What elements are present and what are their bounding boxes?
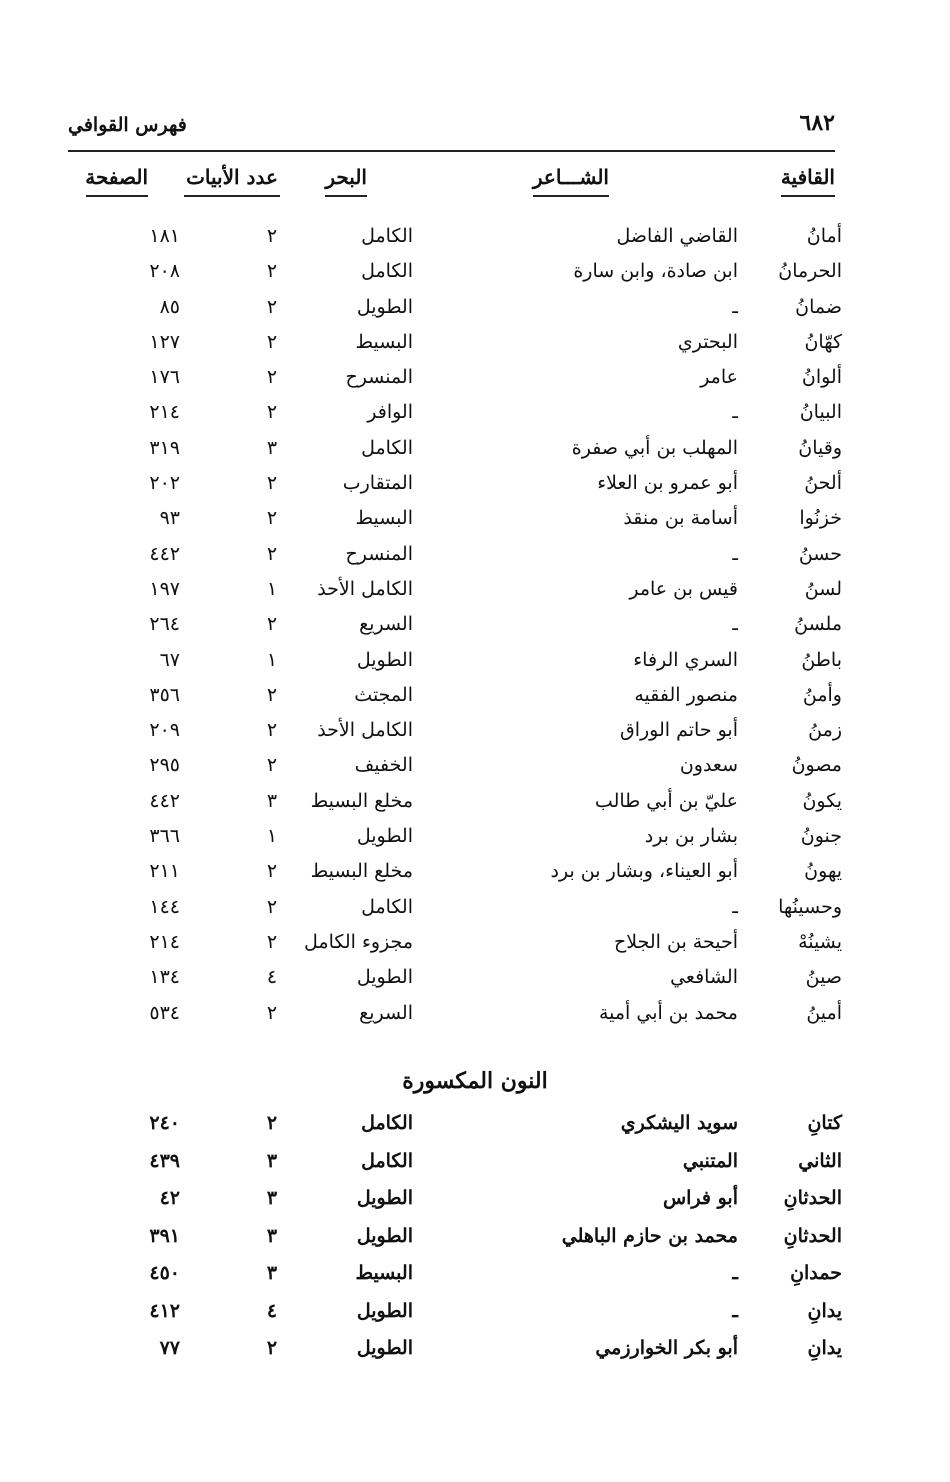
cell-count: ٣ bbox=[266, 789, 278, 812]
cell-qafiya: يكونُ bbox=[802, 789, 842, 812]
cell-page: ٨٥ bbox=[159, 295, 180, 318]
cell-bahr: المنسرح bbox=[345, 542, 413, 565]
cell-qafiya: مصونُ bbox=[791, 754, 842, 777]
cell-poet: ـ bbox=[732, 613, 738, 636]
column-header-bahr: البحر bbox=[325, 165, 367, 197]
cell-count: ٣ bbox=[266, 1224, 278, 1247]
cell-bahr: الكامل bbox=[361, 1149, 413, 1172]
table-row bbox=[0, 1333, 950, 1371]
cell-count: ٢ bbox=[266, 330, 278, 353]
table-row bbox=[0, 1258, 950, 1296]
table-row bbox=[0, 1108, 950, 1146]
table-row bbox=[0, 397, 950, 432]
cell-qafiya: الثاني bbox=[798, 1149, 842, 1172]
cell-qafiya: يدانِ bbox=[807, 1337, 842, 1359]
cell-poet: أحيحة بن الجلاح bbox=[614, 930, 738, 953]
cell-qafiya: الحرمانُ bbox=[778, 260, 842, 283]
cell-poet: سعدون bbox=[679, 754, 738, 777]
cell-bahr: الطويل bbox=[356, 825, 413, 848]
cell-count: ٢ bbox=[266, 225, 278, 247]
table-row bbox=[0, 856, 950, 891]
table-row bbox=[0, 927, 950, 962]
cell-poet: منصور الفقيه bbox=[634, 683, 738, 706]
index-table-kasra bbox=[0, 1108, 950, 1371]
cell-bahr: الكامل bbox=[361, 436, 413, 459]
cell-count: ٣ bbox=[266, 1149, 278, 1172]
cell-count: ٢ bbox=[266, 401, 278, 424]
page-number: ٦٨٢ bbox=[799, 110, 835, 136]
cell-bahr: البسيط bbox=[355, 330, 413, 353]
cell-count: ٢ bbox=[266, 295, 278, 318]
cell-qafiya: كهّانُ bbox=[804, 330, 842, 353]
cell-bahr: السريع bbox=[359, 613, 413, 636]
cell-qafiya: البيانُ bbox=[799, 401, 842, 424]
column-headers bbox=[0, 165, 950, 205]
cell-bahr: الكامل bbox=[361, 260, 413, 283]
cell-qafiya: صينُ bbox=[805, 966, 842, 989]
cell-page: ٤٤٢ bbox=[149, 542, 180, 565]
cell-bahr: الطويل bbox=[356, 1187, 413, 1209]
page-header bbox=[68, 110, 835, 152]
cell-page: ٢١٤ bbox=[149, 401, 180, 424]
cell-bahr: مجزوء الكامل bbox=[304, 930, 413, 953]
cell-poet: أبو فراس bbox=[662, 1187, 738, 1209]
cell-poet: سويد اليشكري bbox=[620, 1112, 738, 1134]
cell-count: ٣ bbox=[266, 1262, 278, 1284]
cell-qafiya: جنونُ bbox=[800, 825, 842, 848]
cell-bahr: المجتث bbox=[354, 683, 413, 706]
cell-count: ٢ bbox=[266, 613, 278, 636]
cell-poet: ـ bbox=[732, 295, 738, 318]
cell-page: ٢٠٩ bbox=[149, 719, 180, 742]
cell-poet: ابن صادة، وابن سارة bbox=[573, 260, 738, 283]
cell-bahr: الطويل bbox=[356, 295, 413, 318]
cell-page: ١٣٤ bbox=[149, 966, 180, 989]
cell-page: ٣٩١ bbox=[149, 1224, 180, 1247]
cell-poet: ـ bbox=[732, 1262, 738, 1284]
table-row bbox=[0, 503, 950, 538]
cell-count: ٢ bbox=[266, 1112, 278, 1134]
cell-qafiya: يدانِ bbox=[807, 1299, 842, 1322]
cell-qafiya: يشينُهْ bbox=[798, 930, 842, 953]
cell-count: ٢ bbox=[266, 1001, 278, 1024]
cell-page: ٢٠٢ bbox=[149, 472, 180, 495]
cell-count: ٢ bbox=[266, 719, 278, 742]
cell-bahr: المنسرح bbox=[345, 366, 413, 389]
cell-page: ٦٧ bbox=[159, 648, 180, 671]
table-row bbox=[0, 1183, 950, 1221]
cell-count: ٢ bbox=[266, 472, 278, 495]
cell-qafiya: أمانُ bbox=[806, 225, 842, 247]
cell-qafiya: الحدثانِ bbox=[783, 1187, 842, 1209]
cell-count: ١ bbox=[266, 648, 278, 671]
cell-page: ١٢٧ bbox=[149, 330, 180, 353]
cell-count: ٢ bbox=[266, 507, 278, 530]
table-row bbox=[0, 221, 950, 256]
running-title: فهرس القوافي bbox=[68, 114, 187, 136]
cell-page: ٤٣٩ bbox=[149, 1149, 180, 1172]
cell-page: ٤١٢ bbox=[149, 1299, 180, 1322]
cell-bahr: الكامل الأحذ bbox=[317, 719, 413, 742]
table-row bbox=[0, 1221, 950, 1259]
column-header-poet: الشـــاعر bbox=[533, 165, 609, 197]
cell-qafiya: خزنُوا bbox=[799, 507, 842, 530]
cell-count: ٣ bbox=[266, 436, 278, 459]
cell-qafiya: ألحنُ bbox=[804, 472, 842, 495]
cell-poet: محمد بن أبي أمية bbox=[598, 1001, 738, 1024]
cell-count: ٤ bbox=[266, 966, 278, 989]
cell-bahr: الخفيف bbox=[354, 754, 413, 777]
cell-page: ٢١٤ bbox=[149, 930, 180, 953]
cell-bahr: الطويل bbox=[356, 966, 413, 989]
cell-qafiya: كتانِ bbox=[807, 1112, 842, 1134]
cell-poet: أبو العيناء، وبشار بن برد bbox=[550, 860, 738, 883]
cell-page: ١٨١ bbox=[149, 225, 180, 247]
table-row bbox=[0, 715, 950, 750]
cell-count: ٣ bbox=[266, 1187, 278, 1209]
cell-page: ٧٧ bbox=[159, 1337, 180, 1359]
cell-poet: المتنبي bbox=[682, 1149, 738, 1172]
table-row bbox=[0, 786, 950, 821]
cell-poet: بشار بن برد bbox=[644, 825, 738, 848]
cell-poet: عليّ بن أبي طالب bbox=[594, 789, 738, 812]
cell-poet: ـ bbox=[732, 895, 738, 918]
cell-qafiya: يهونُ bbox=[804, 860, 842, 883]
cell-qafiya: ملسنُ bbox=[794, 613, 842, 636]
cell-poet: القاضي الفاضل bbox=[616, 225, 738, 247]
cell-bahr: الطويل bbox=[356, 648, 413, 671]
cell-poet: البحتري bbox=[677, 330, 738, 353]
cell-count: ٢ bbox=[266, 542, 278, 565]
cell-qafiya: الحدثانِ bbox=[783, 1224, 842, 1247]
cell-qafiya: حسنُ bbox=[798, 542, 842, 565]
table-row bbox=[0, 680, 950, 715]
table-row bbox=[0, 539, 950, 574]
table-row bbox=[0, 962, 950, 997]
cell-poet: أبو عمرو بن العلاء bbox=[597, 472, 738, 495]
cell-qafiya: أمينُ bbox=[806, 1001, 842, 1024]
cell-bahr: البسيط bbox=[355, 1262, 413, 1284]
cell-page: ٤٤٢ bbox=[149, 789, 180, 812]
table-row bbox=[0, 256, 950, 291]
cell-page: ٣٦٦ bbox=[149, 825, 180, 848]
table-row bbox=[0, 750, 950, 785]
cell-count: ١ bbox=[266, 577, 278, 600]
cell-poet: محمد بن حازم الباهلي bbox=[561, 1224, 738, 1247]
table-row bbox=[0, 609, 950, 644]
cell-count: ٢ bbox=[266, 754, 278, 777]
cell-bahr: المتقارب bbox=[342, 472, 413, 495]
cell-bahr: مخلع البسيط bbox=[310, 860, 413, 883]
cell-poet: أبو بكر الخوارزمي bbox=[595, 1337, 738, 1359]
cell-poet: عامر bbox=[700, 366, 738, 389]
cell-qafiya: وأمنُ bbox=[802, 683, 842, 706]
table-row bbox=[0, 998, 950, 1033]
table-row bbox=[0, 574, 950, 609]
table-row bbox=[0, 1146, 950, 1184]
cell-count: ٤ bbox=[266, 1299, 278, 1322]
cell-bahr: مخلع البسيط bbox=[310, 789, 413, 812]
cell-poet: أبو حاتم الوراق bbox=[619, 719, 738, 742]
cell-page: ٣٥٦ bbox=[149, 683, 180, 706]
cell-poet: السري الرفاء bbox=[633, 648, 738, 671]
cell-bahr: الطويل bbox=[356, 1337, 413, 1359]
cell-page: ٣١٩ bbox=[149, 436, 180, 459]
cell-count: ٢ bbox=[266, 930, 278, 953]
section-title: النون المكسورة bbox=[402, 1068, 548, 1094]
cell-bahr: الوافر bbox=[367, 401, 413, 424]
cell-page: ٢٠٨ bbox=[149, 260, 180, 283]
cell-count: ٢ bbox=[266, 895, 278, 918]
cell-bahr: السريع bbox=[359, 1001, 413, 1024]
cell-qafiya: باطنُ bbox=[801, 648, 842, 671]
cell-page: ٥٣٤ bbox=[149, 1001, 180, 1024]
cell-page: ٢٤٠ bbox=[149, 1112, 180, 1134]
table-row bbox=[0, 892, 950, 927]
cell-bahr: البسيط bbox=[355, 507, 413, 530]
column-header-count: عدد الأبيات bbox=[184, 165, 280, 197]
cell-qafiya: لسنُ bbox=[804, 577, 842, 600]
cell-poet: الشافعي bbox=[670, 966, 738, 989]
cell-poet: ـ bbox=[732, 401, 738, 424]
table-row bbox=[0, 292, 950, 327]
cell-page: ٢١١ bbox=[149, 860, 180, 883]
cell-bahr: الكامل bbox=[361, 895, 413, 918]
cell-count: ١ bbox=[266, 825, 278, 848]
cell-bahr: الكامل bbox=[361, 225, 413, 247]
cell-poet: ـ bbox=[732, 1299, 738, 1322]
table-row bbox=[0, 433, 950, 468]
table-row bbox=[0, 1296, 950, 1334]
column-header-qafiya: القافية bbox=[781, 165, 835, 197]
cell-poet: ـ bbox=[732, 542, 738, 565]
cell-count: ٢ bbox=[266, 260, 278, 283]
cell-count: ٢ bbox=[266, 1337, 278, 1359]
cell-qafiya: وقيانُ bbox=[798, 436, 842, 459]
table-row bbox=[0, 821, 950, 856]
cell-qafiya: حمدانِ bbox=[790, 1262, 842, 1284]
table-row bbox=[0, 327, 950, 362]
cell-bahr: الكامل الأحذ bbox=[317, 577, 413, 600]
table-row bbox=[0, 468, 950, 503]
cell-page: ١٧٦ bbox=[149, 366, 180, 389]
table-row bbox=[0, 362, 950, 397]
cell-qafiya: وحسينُها bbox=[778, 895, 842, 918]
cell-count: ٢ bbox=[266, 860, 278, 883]
cell-page: ٢٩٥ bbox=[149, 754, 180, 777]
table-row bbox=[0, 645, 950, 680]
cell-page: ٢٦٤ bbox=[149, 613, 180, 636]
cell-poet: قيس بن عامر bbox=[629, 577, 738, 600]
column-header-page: الصفحة bbox=[86, 165, 148, 197]
cell-poet: المهلب بن أبي صفرة bbox=[571, 436, 738, 459]
cell-bahr: الطويل bbox=[356, 1299, 413, 1322]
cell-page: ١٤٤ bbox=[149, 895, 180, 918]
cell-count: ٢ bbox=[266, 683, 278, 706]
cell-bahr: الطويل bbox=[356, 1224, 413, 1247]
cell-count: ٢ bbox=[266, 366, 278, 389]
cell-bahr: الكامل bbox=[361, 1112, 413, 1134]
cell-page: ٤٢ bbox=[159, 1187, 180, 1209]
cell-page: ٩٣ bbox=[159, 507, 180, 530]
cell-qafiya: ألوانُ bbox=[801, 366, 842, 389]
cell-qafiya: زمنُ bbox=[808, 719, 842, 742]
cell-page: ٤٥٠ bbox=[149, 1262, 180, 1284]
cell-poet: أسامة بن منقذ bbox=[623, 507, 738, 530]
cell-page: ١٩٧ bbox=[149, 577, 180, 600]
cell-qafiya: ضمانُ bbox=[795, 295, 842, 318]
index-table-damma bbox=[0, 221, 950, 1033]
